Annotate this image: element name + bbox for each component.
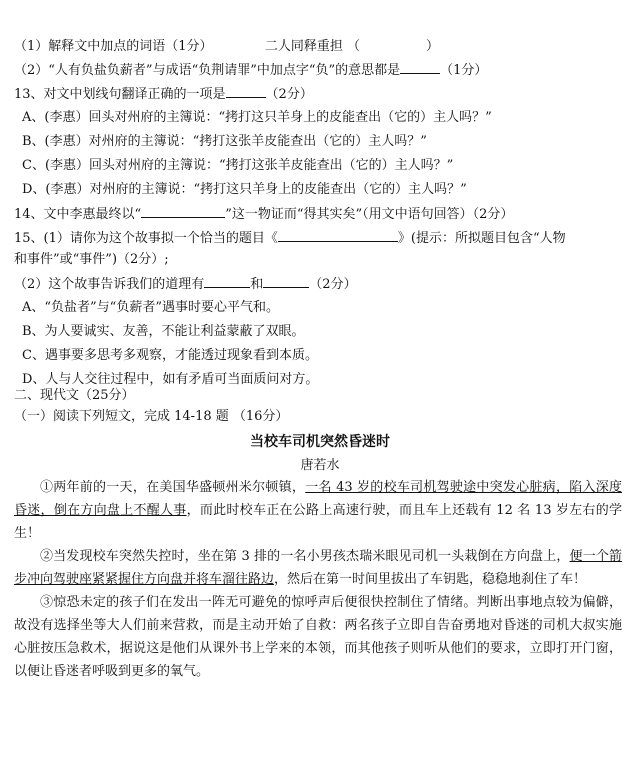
q13-option-d: D、(李惠）对州府的主簿说：“拷打这只羊身上的皮能查出（它的）主人吗？” [22, 182, 467, 197]
q15-option-a: A、“负盐者”与“负薪者”遇事时要心平气和。 [22, 300, 279, 315]
q14-text: 14、文中李惠最终以“ [14, 207, 142, 222]
q15-1-text: 15、(1）请你为这个故事拟一个恰当的题目《 [14, 231, 278, 246]
q12-1-word: 二人同释重担 （ [264, 39, 360, 54]
q15-2-text: （2）这个故事告诉我们的道理有 [14, 277, 205, 292]
paragraph-1 [14, 476, 622, 545]
q13-option-b: B、(李惠）对州府的主簿说：“拷打这张羊皮能查出（它的）主人吗？” [22, 134, 427, 149]
answer-blank[interactable] [204, 275, 250, 288]
question-12-1 [14, 38, 439, 56]
q15-2-score: （2分） [309, 277, 357, 292]
q15-option-d: D、人与人交往过程中，如有矛盾可当面质问对方。 [22, 372, 319, 387]
question-15-1 [14, 229, 566, 248]
q15-option-c: C、遇事要多思考多观察，才能透过现象看到本质。 [22, 348, 318, 363]
article-title: 当校车司机突然昏迷时 [250, 434, 390, 450]
article-author: 唐若水 [300, 458, 340, 473]
p2-text-end: ，然后在第一时间里拔出了车钥匙，稳稳地刹住了车！ [274, 572, 587, 587]
paragraph-2 [14, 545, 622, 591]
answer-blank[interactable] [226, 85, 266, 98]
answer-blank[interactable] [360, 38, 426, 50]
p1-text: ①两年前的一天，在美国华盛顿州米尔顿镇， [40, 480, 306, 495]
q12-2-score: （1分） [440, 63, 488, 78]
q13-text: 13、对文中划线句翻译正确的一项是 [14, 87, 226, 102]
q12-2-text: （2）“人有负盐负薪者”与成语“负荆请罪”中加点字“负”的意思都是 [14, 63, 401, 78]
paragraph-3: ③惊恐未定的孩子们在发出一阵无可避免的惊呼声后便很快控制住了情绪。判断出事地点较为偏僻，故没有选择坐等大人们前来营救，而是主动开始了自救：两名孩子立即自告奋勇地对昏迷的司机大叔实施心脏按压急救术，据说这是他们从课外书上学来的本领，而其他孩子则听从他们的要求，立即打开门窗，以便让昏迷者呼吸到更多的氧气。 [14, 595, 622, 679]
section-heading: 二、现代文（25分） [14, 388, 135, 403]
question-12-2 [14, 61, 487, 80]
q14-text-end: ”这一物证而“得其实矣”（用文中语句回答）（2分） [225, 207, 514, 222]
subsection-heading: （一）阅读下列短文，完成 14-18 题 （16分） [14, 409, 289, 424]
answer-blank[interactable] [263, 275, 309, 288]
question-13 [14, 85, 313, 104]
q13-option-c: C、(李惠）回头对州府的主簿说：“拷打这张羊皮能查出（它的）主人吗？” [22, 158, 454, 173]
q15-1-hint: 》(提示：所拟题目包含“人物 [397, 231, 566, 246]
q15-2-and: 和 [250, 277, 264, 292]
question-15-1-cont: 和事件”或“事件”)（2分）; [14, 252, 169, 267]
q12-1-close: ） [425, 39, 439, 54]
answer-blank[interactable] [278, 229, 398, 242]
q15-option-b: B、为人要诚实、友善，不能让利益蒙蔽了双眼。 [22, 324, 305, 339]
p2-text: ②当发现校车突然失控时，坐在第 3 排的一名小男孩杰瑞米眼见司机一头栽倒在方向盘上， [40, 549, 570, 564]
p2-underlined: 便一个箭步冲向驾驶座紧紧握住方向盘并将车溜往路边 [14, 549, 622, 587]
question-15-2 [14, 275, 357, 294]
q13-score: （2分） [265, 87, 313, 102]
answer-blank[interactable] [400, 61, 440, 74]
q13-option-a: A、(李惠）回头对州府的主簿说：“拷打这只羊身上的皮能查出（它的）主人吗？” [22, 110, 492, 125]
question-14 [14, 205, 513, 224]
p1-text-end: ，而此时校车正在公路上高速行驶，而且车上还载有 12 名 13 岁左右的学生！ [14, 503, 622, 541]
q12-1-text: （1）解释文中加点的词语（1分） [14, 39, 213, 54]
article-body [14, 476, 622, 683]
answer-blank[interactable] [141, 205, 225, 218]
p1-underlined: 一名 43 岁的校车司机驾驶途中突发心脏病，陷入深度昏迷，倒在方向盘上不醒人事 [14, 480, 622, 518]
